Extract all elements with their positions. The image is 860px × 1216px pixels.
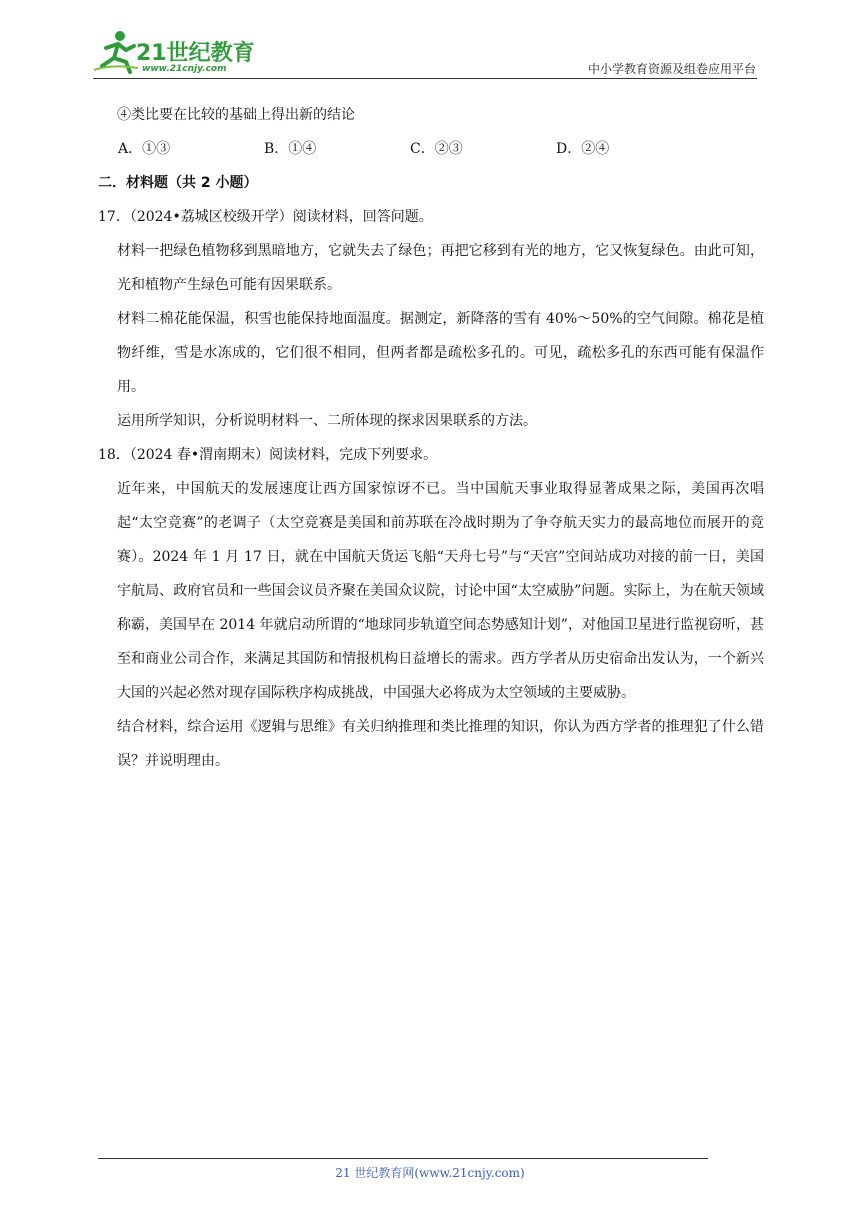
footer-link[interactable]: 21 世纪教育网(www.21cnjy.com) [335,1166,525,1180]
q16-item-4: ④类比要在比较的基础上得出新的结论 [117,107,355,123]
q18-question: 结合材料，综合运用《逻辑与思维》有关归纳推理和类比推理的知识，你认为西方学者的推理犯了什么错误？并说明理由。 [117,719,764,769]
q18-stem: 18．（2024 春•渭南期末）阅读材料，完成下列要求。 [98,447,438,463]
option-c: C．②③ [410,141,463,157]
page-header [0,0,860,80]
brand-name: 21世纪教育 [136,41,255,66]
option-b: B．①④ [264,141,317,157]
footer-divider [98,1158,708,1159]
q18-material: 近年来，中国航天的发展速度让西方国家惊讶不已。当中国航天事业取得显著成果之际，美国再次唱起“太空竞赛”的老调子（太空竞赛是美国和前苏联在冷战时期为了争夺航天实力的最高地位而展开的竞赛）。2024 年 1 月 17 日，就在中国航天货运飞船“天舟七号”与“天宫”空间站成功对接的前一日，美国宇航局、政府官员和一些国会议员齐聚在美国众议院，讨论中国“太空威胁”问题。实际上，为在航天领域称霸，美国早在 2014 年就启动所谓的“地球同步轨道空间态势感知计划”，对他国卫星进行监视窃听，甚至和商业公司合作，来满足其国防和情报机构日益增长的需求。西方学者从历史宿命出发认为，一个新兴大国的兴起必然对现存国际秩序构成挑战，中国强大必将成为太空领域的主要威胁。 [117,481,764,701]
q16-options [98,132,764,166]
platform-title: 中小学教育资源及组卷应用平台 [587,62,756,76]
brand-site: www.21cnjy.com [142,64,227,74]
q17-question: 运用所学知识，分析说明材料一、二所体现的探求因果联系的方法。 [117,413,537,429]
q17-stem: 17．（2024•荔城区校级开学）阅读材料，回答问题。 [98,209,433,225]
document-body [98,98,764,778]
option-a: A．①③ [118,141,171,157]
q17-material-1: 材料一把绿色植物移到黑暗地方，它就失去了绿色；再把它移到有光的地方，它又恢复绿色。由此可知，光和植物产生绿色可能有因果联系。 [117,243,764,293]
runner-logo-icon [92,30,142,74]
q17-material-2: 材料二棉花能保温，积雪也能保持地面温度。据测定，新降落的雪有 40%～50%的空气间隙。棉花是植物纤维，雪是水冻成的，它们很不相同，但两者都是疏松多孔的。可见，疏松多孔的东西可能有保温作用。 [117,311,764,395]
logo [92,30,262,80]
section-heading: 二．材料题（共 2 小题） [98,175,258,191]
header-divider [93,78,757,79]
option-d: D．②④ [556,141,610,157]
